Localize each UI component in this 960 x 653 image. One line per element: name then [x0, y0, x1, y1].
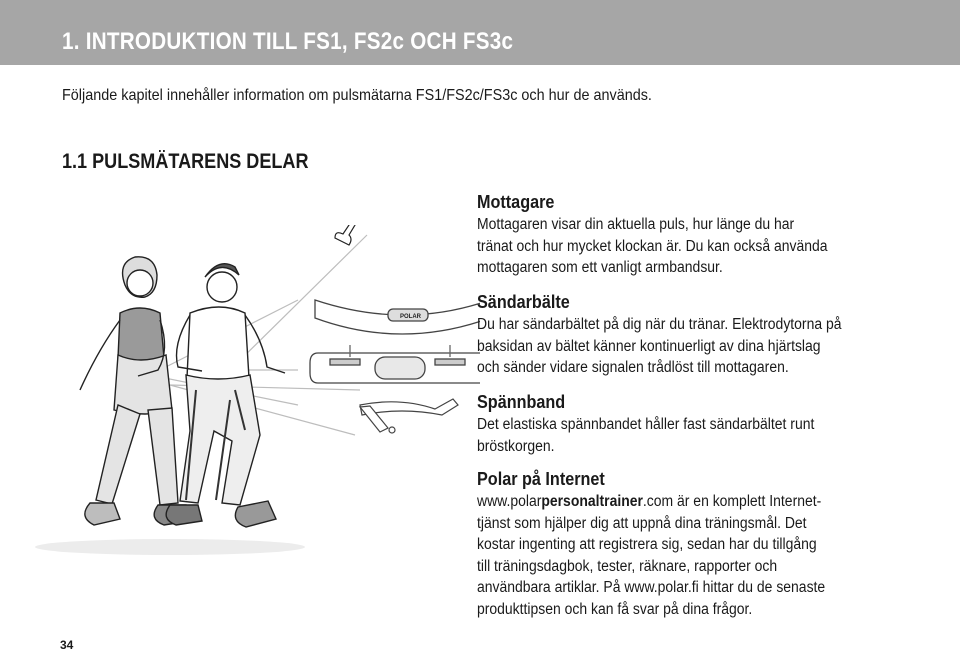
part-text-line: tränat och hur mycket klockan är. Du kan också använda [477, 237, 828, 255]
page-number: 34 [60, 638, 74, 652]
url-prefix: www.polar [477, 493, 542, 510]
callout-lines [150, 235, 367, 435]
part-heading: Sändarbälte [477, 292, 570, 312]
part-transmitter-belt [477, 290, 841, 379]
transmitter-belt-back [310, 345, 480, 383]
part-text-line: tjänst som hjälper dig att uppnå dina träningsmål. Det [477, 514, 807, 532]
woman-runner [80, 257, 190, 525]
part-text-line: Mottagaren visar din aktuella puls, hur länge du har [477, 216, 795, 233]
part-text-line: bröstkorgen. [477, 437, 555, 455]
section-title: 1.1 PULSMÄTARENS DELAR [62, 150, 309, 173]
chapter-header-band [0, 0, 960, 65]
elastic-strap [360, 399, 458, 433]
part-text-line: och sänder vidare signalen trådlöst till mottagaren. [477, 359, 789, 376]
part-text-line: produkttipsen och kan få svar på dina frågor. [477, 600, 753, 618]
part-receiver [477, 190, 827, 279]
intro-text: Följande kapitel innehåller information om pulsmätarna FS1/FS2c/FS3c och hur de används. [62, 87, 652, 104]
part-text-line: mottagaren som ett vanligt armbandsur. [477, 259, 723, 276]
part-text-line: till träningsdagbok, tester, räknare, rapporter och [477, 557, 778, 575]
receiver-watch-icon [335, 225, 355, 245]
part-text-line: kostar ingenting att registrera sig, sedan har du tillgång [477, 536, 817, 553]
part-text-line: Du har sändarbältet på dig när du tränar. Elektrodytorna på [477, 316, 842, 333]
runners-illustration [30, 225, 480, 565]
part-elastic-strap [477, 390, 814, 457]
belt-logo: POLAR [400, 314, 421, 320]
transmitter-belt-front [315, 300, 480, 334]
chapter-title: 1. INTRODUKTION TILL FS1, FS2c OCH FS3c [62, 28, 514, 55]
part-text-line: baksidan av bältet känner kontinuerligt av dina hjärtslag [477, 337, 821, 355]
url-line[interactable] [477, 491, 825, 513]
url-bold: personaltrainer [541, 493, 643, 510]
man-runner [166, 264, 285, 527]
url-suffix: .com är en komplett Internet- [642, 493, 822, 510]
part-text-line: Det elastiska spännbandet håller fast sändarbältet runt [477, 416, 815, 433]
part-heading: Spännband [477, 392, 566, 412]
part-heading: Mottagare [477, 192, 555, 212]
part-polar-internet [477, 467, 825, 620]
part-heading: Polar på Internet [477, 469, 605, 489]
part-text-line: användbara artiklar. På www.polar.fi hittar du de senaste [477, 579, 826, 596]
